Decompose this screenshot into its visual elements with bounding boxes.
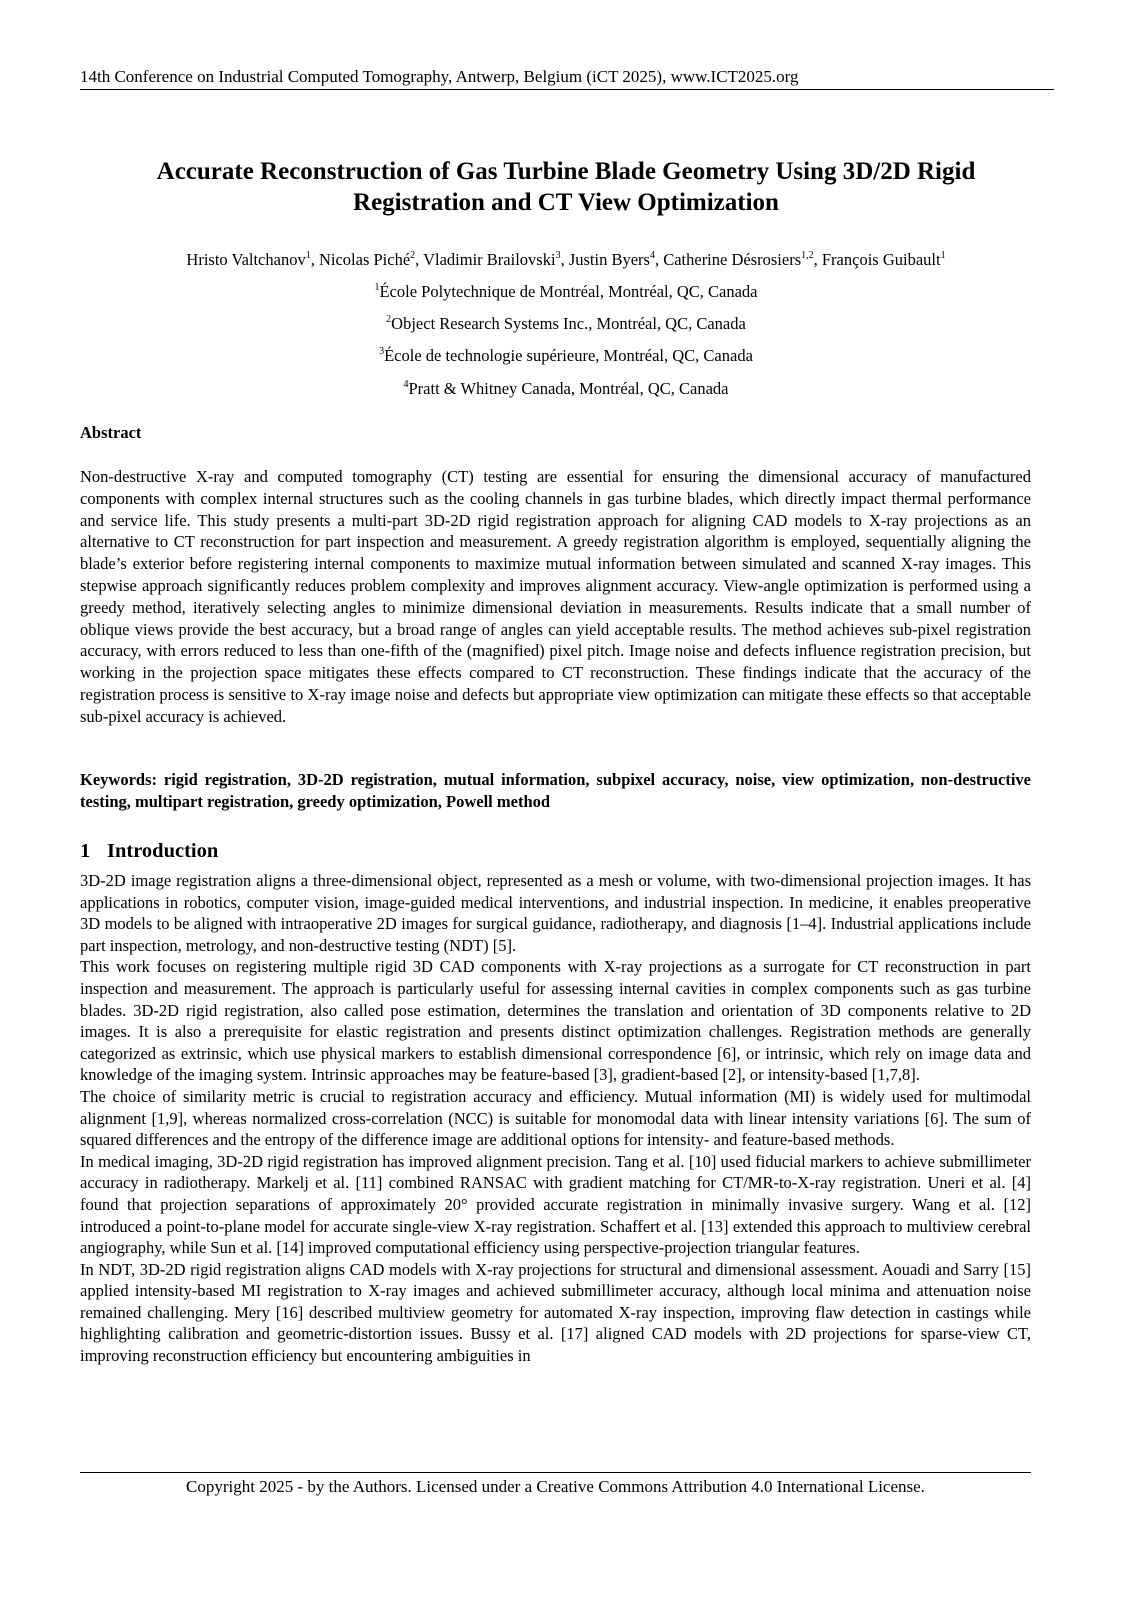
affiliation-3: $^3$École de technologie supérieure, Montréal, QC, Canada <box>379 345 753 365</box>
affiliation-2: $^2$Object Research Systems Inc., Montréal, QC, Canada <box>386 313 746 333</box>
paragraph: The choice of similarity metric is crucial to registration accuracy and efficiency. Mutual information (MI) is widely used for multimodal alignment [1,9], whereas normalized cross-correlation (NCC) is suitable for monomodal data with linear intensity variations [6]. The sum of squared differences and the entropy of the difference image are additional options for intensity- and feature-based methods. <box>80 1086 1031 1150</box>
abstract-body: Non-destructive X-ray and computed tomography (CT) testing are essential for ensuring the dimensional accuracy of manufactured components with complex internal structures such as the cooling channels in gas turbine blades, which directly impact thermal performance and service life. This study presents a multi-part 3D-2D rigid registration approach for aligning CAD models to X-ray projections as an alternative to CT reconstruction for part inspection and measurement. A greedy registration algorithm is employed, sequentially aligning the blade’s exterior before registering internal components to maximize mutual information between simulated and scanned X-ray images. This stepwise approach significantly reduces problem complexity and improves alignment accuracy. View-angle optimization is performed using a greedy method, iteratively selecting angles to minimize dimensional deviation in measurements. Results indicate that a small number of oblique views provide the best accuracy, but a broad range of angles can yield acceptable results. The method achieves sub-pixel registration accuracy, with errors reduced to less than one-fifth of the (magnified) pixel pitch. Image noise and defects influence registration precision, but working in the projection space mitigates these effects compared to CT reconstruction. These findings indicate that the accuracy of the registration process is sensitive to X-ray image noise and defects but appropriate view optimization can mitigate these effects so that acceptable sub-pixel accuracy is achieved. <box>80 467 1031 726</box>
affiliation-1: $^1$École Polytechnique de Montréal, Montréal, QC, Canada <box>374 281 758 301</box>
author: Vladimir Brailovski$^3$ <box>423 249 561 269</box>
abstract-heading: Abstract <box>80 423 142 442</box>
running-header: 14th Conference on Industrial Computed Tomography, Antwerp, Belgium (iCT 2025), www.ICT2025.org <box>80 67 799 86</box>
paragraph: This work focuses on registering multiple rigid 3D CAD components with X-ray projections as a surrogate for CT reconstruction in part inspection and measurement. The approach is particularly useful for assessing internal cavities in complex components such as gas turbine blades. 3D-2D rigid registration, also called pose estimation, determines the translation and orientation of 3D components relative to 2D images. It is also a prerequisite for elastic registration and presents distinct optimization challenges. Registration methods are generally categorized as extrinsic, which use physical markers to establish dimensional correspondence [6], or intrinsic, which rely on image data and knowledge of the imaging system. Intrinsic approaches may be feature-based [3], gradient-based [2], or intensity-based [1,7,8]. <box>80 957 1031 1085</box>
title-line-1: Accurate Reconstruction of Gas Turbine Blade Geometry Using 3D/2D Rigid <box>156 158 976 185</box>
section-title: Introduction <box>107 840 219 862</box>
paper-title <box>90 156 1042 218</box>
section-number: 1 <box>80 840 91 862</box>
author: Catherine Désrosiers$^{1,2}$ <box>663 249 814 269</box>
author: Hristo Valtchanov$^1$ <box>186 249 311 269</box>
author: Nicolas Piché$^2$ <box>318 249 416 269</box>
header-divider <box>80 89 1054 90</box>
section-heading-introduction <box>80 839 218 863</box>
author: Justin Byers$^4$ <box>568 249 655 269</box>
author-list: Hristo Valtchanov$^1$, Nicolas Piché$^2$, Vladimir Brailovski$^3$, Justin Byers$^4$, Catherine Désrosiers$^{1,2}$, François Guibault$^1$ <box>186 249 946 269</box>
author: François Guibault$^1$ <box>821 249 946 269</box>
introduction-body <box>80 870 1031 1367</box>
title-line-2: Registration and CT View Optimization <box>353 189 779 216</box>
paragraph: 3D-2D image registration aligns a three-dimensional object, represented as a mesh or volume, with two-dimensional projection images. It has applications in robotics, computer vision, image-guided medical interventions, and industrial inspection. In medicine, it enables preoperative 3D models to be aligned with intraoperative 2D images for surgical guidance, radiotherapy, and diagnosis [1–4]. Industrial applications include part inspection, metrology, and non-destructive testing (NDT) [5]. <box>80 871 1031 955</box>
footer-divider <box>80 1472 1031 1473</box>
affiliation-4: $^4$Pratt & Whitney Canada, Montréal, QC, Canada <box>403 378 729 398</box>
paragraph: In medical imaging, 3D-2D rigid registration has improved alignment precision. Tang et al. [10] used fiducial markers to achieve submillimeter accuracy in radiotherapy. Markelj et al. [11] combined RANSAC with gradient matching for CT/MR-to-X-ray registration. Uneri et al. [4] found that projection separations of approximately 20° provided accurate registration in minimally invasive surgery. Wang et al. [12] introduced a point-to-plane model for accurate single-view X-ray registration. Schaffert et al. [13] extended this approach to multiview cerebral angiography, while Sun et al. [14] improved computational efficiency using perspective-projection triangular features. <box>80 1151 1031 1258</box>
license-footer: Copyright 2025 - by the Authors. Licensed under a Creative Commons Attribution 4.0 International License. <box>186 1477 925 1496</box>
paragraph: In NDT, 3D-2D rigid registration aligns CAD models with X-ray projections for structural and dimensional assessment. Aouadi and Sarry [15] applied intensity-based MI registration to X-ray images and achieved submillimeter accuracy, although local minima and attenuation noise remained challenging. Mery [16] described multiview geometry for automated X-ray inspection, improving flaw detection in castings while highlighting calibration and geometric-distortion issues. Bussy et al. [17] aligned CAD models with 2D projections for sparse-view CT, improving reconstruction efficiency but encountering ambiguities in <box>80 1259 1031 1366</box>
keywords: Keywords: rigid registration, 3D-2D registration, mutual information, subpixel accuracy, noise, view optimization, non-destructive testing, multipart registration, greedy optimization, Powell method <box>80 770 1031 811</box>
